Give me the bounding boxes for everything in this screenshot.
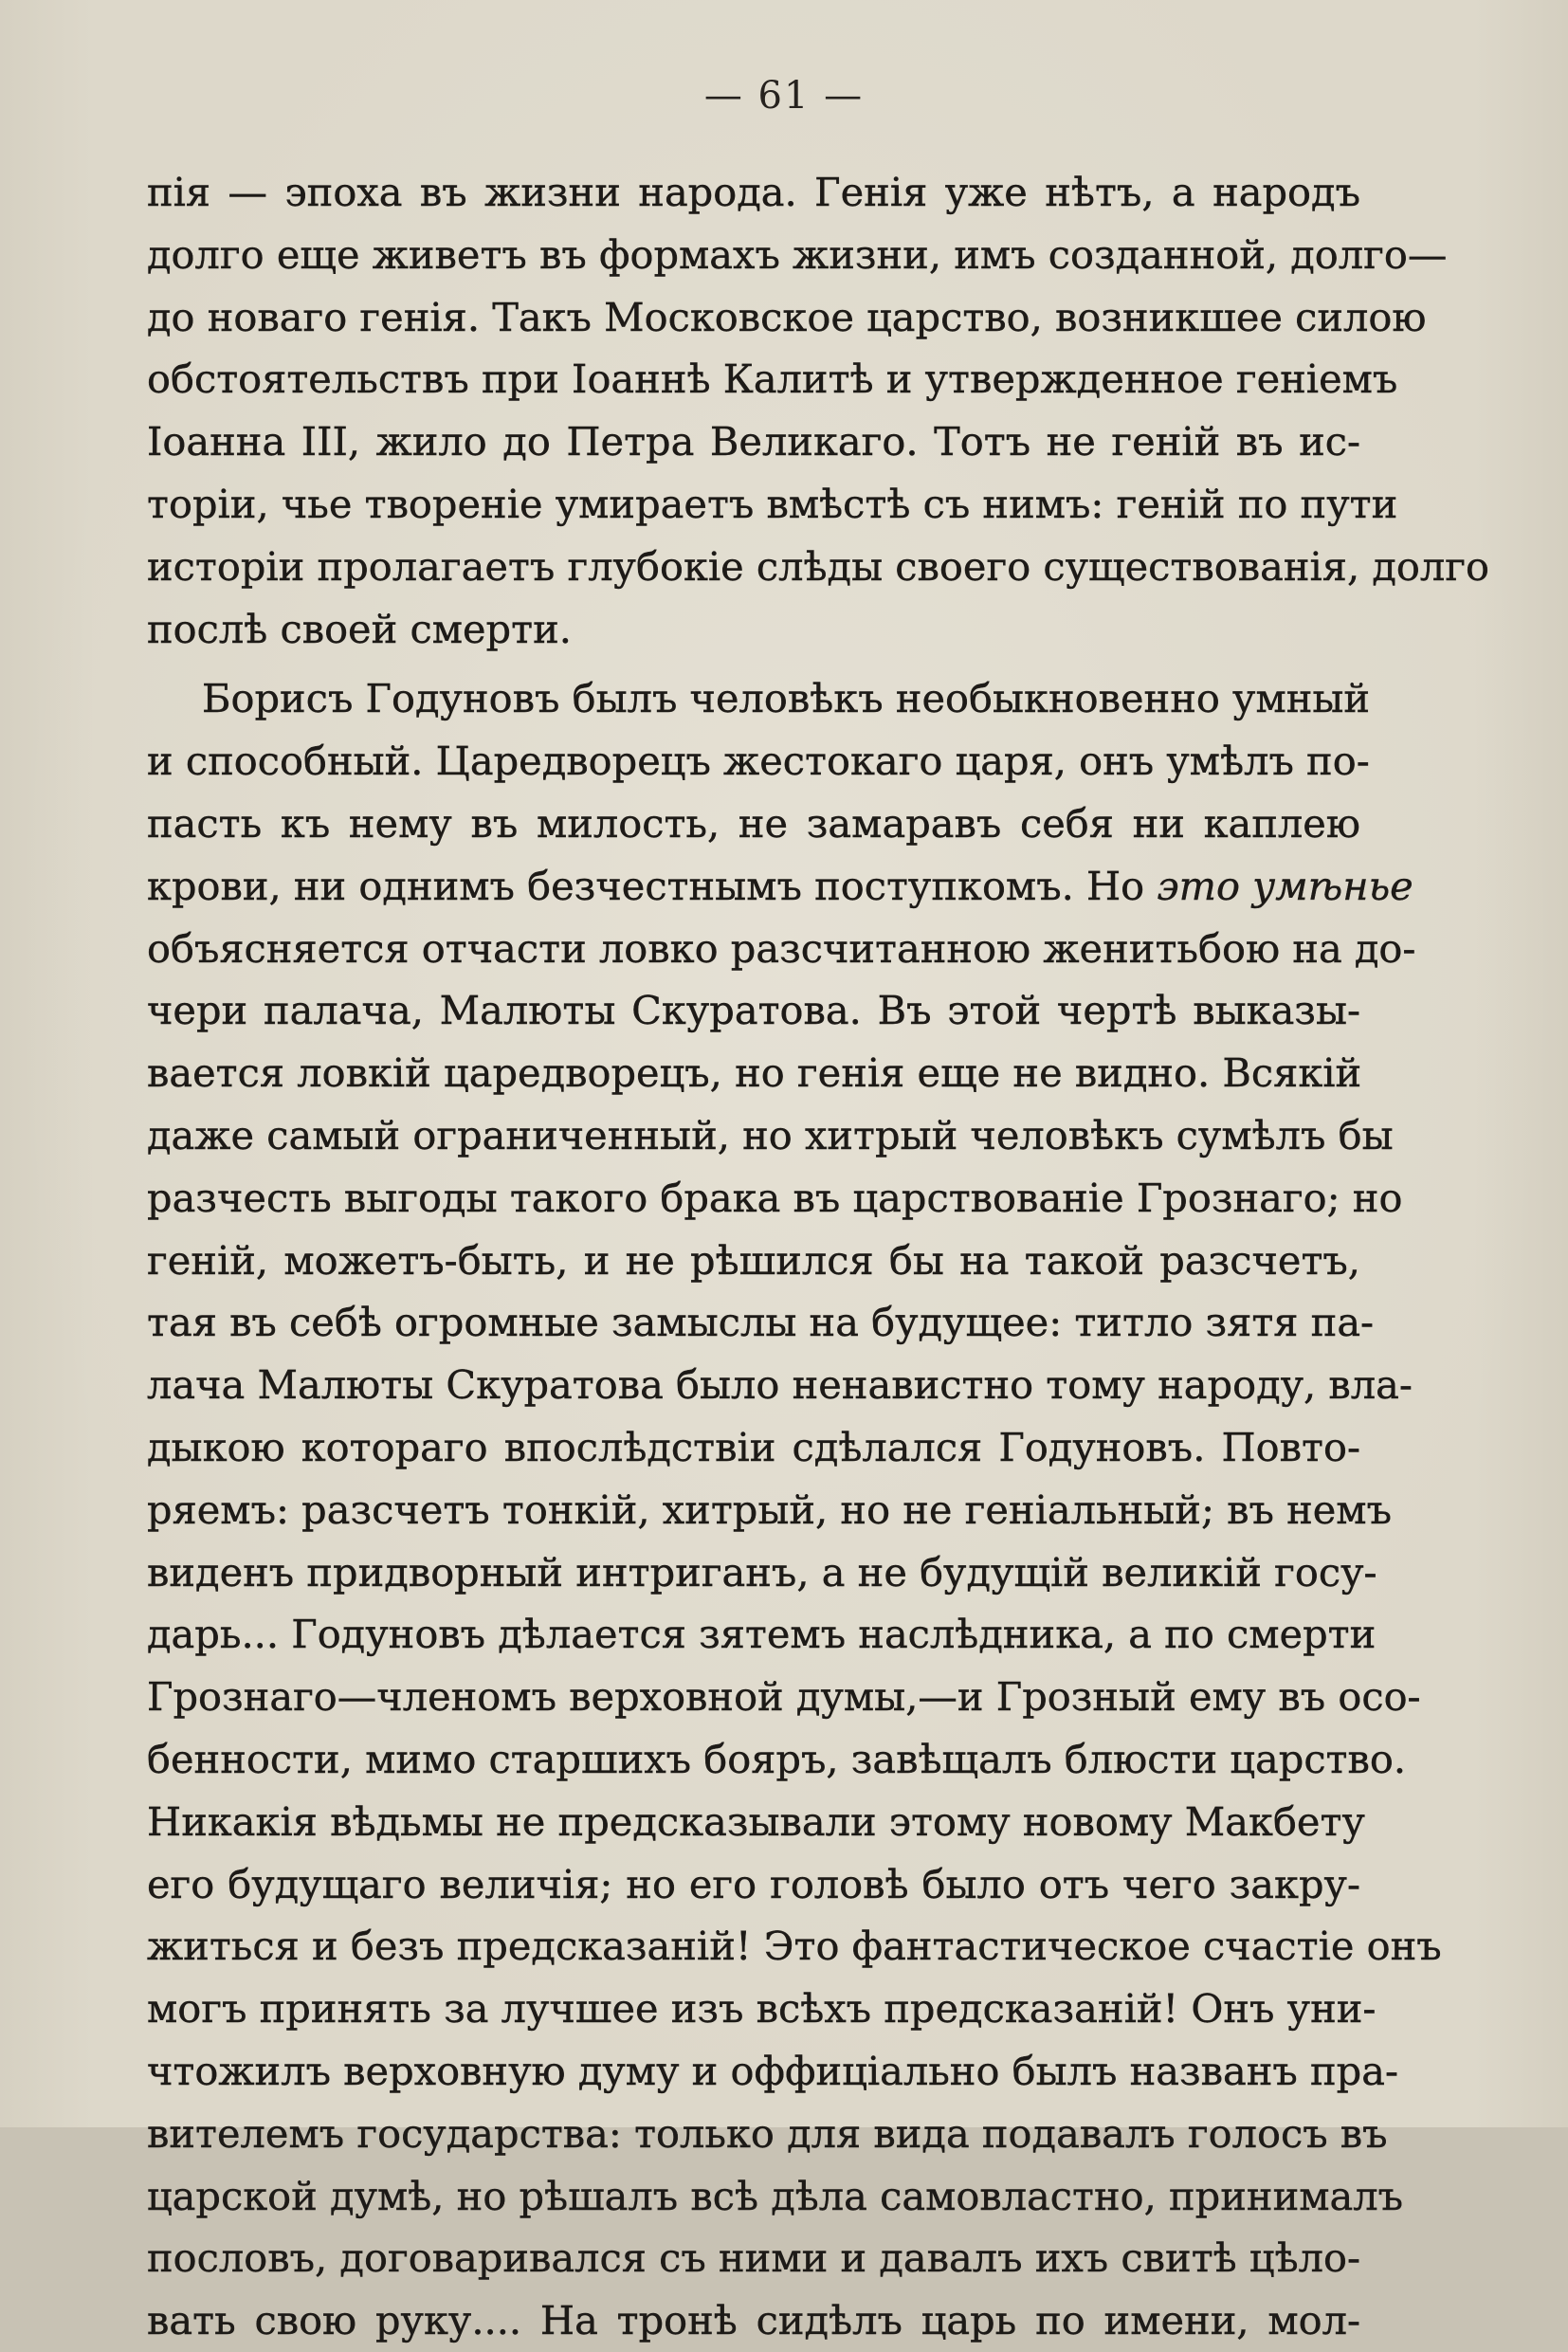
text-line: житься и безъ предсказаній! Это фантастическое счастіе онъ [147,1923,1442,1970]
body-text [147,161,1489,2352]
text-fragment: крови, ни однимъ безчестнымъ поступкомъ. Но [147,862,1145,909]
text-line: царской думѣ, но рѣшалъ всѣ дѣла самовластно, принималъ [147,2172,1404,2219]
text-line: Іоанна III, жило до Петра Великаго. Тотъ не геній въ ис- [147,418,1360,465]
text-line: тая въ себѣ огромные замыслы на будущее: титло зятя па- [147,1299,1375,1346]
text-line: могъ принять за лучшее изъ всѣхъ предсказаній! Онъ уни- [147,1985,1377,2033]
paragraph-spacer [147,660,1360,667]
text-line: Борисъ Годуновъ былъ человѣкъ необыкновенно умный [202,675,1371,722]
text-line: его будущаго величія; но его головѣ было отъ чего закру- [147,1860,1360,1907]
text-line: пія — эпоха въ жизни народа. Генія уже нѣтъ, а народъ [147,169,1360,215]
text-line: обстоятельствъ при Іоаннѣ Калитѣ и утвержденное геніемъ [147,356,1398,403]
text-line: и способный. Царедворецъ жестокаго царя, онъ умѣлъ по- [147,738,1370,785]
text-line: ряемъ: разсчетъ тонкій, хитрый, но не геніальный; въ немъ [147,1486,1392,1533]
text-line: бенности, мимо старшихъ бояръ, завѣщалъ блюсти царство. [147,1735,1407,1782]
text-line: до новаго генія. Такъ Московское царство, возникшее силою [147,293,1427,340]
text-line: вителемъ государства: только для вида подавалъ голосъ въ [147,2109,1388,2157]
text-line: послѣ своей смерти. [147,605,572,652]
paragraph-2 [147,667,1442,2352]
text-line: торіи, чье твореніе умираетъ вмѣстѣ съ нимъ: геній по пути [147,480,1398,527]
text-line: виденъ придворный интриганъ, а не будущій великій госу- [147,1548,1377,1595]
page-number: — 61 — [703,74,865,118]
text-line: пословъ, договаривался съ ними и давалъ ихъ свитѣ цѣло- [147,2234,1360,2282]
text-line: чтожилъ верховную думу и оффиціально былъ названъ пра- [147,2047,1398,2094]
text-line: исторіи пролагаетъ глубокіе слѣды своего существованія, долго [147,542,1489,590]
text-line-with-italic [147,855,1413,918]
text-line: Никакія вѣдьмы не предсказывали этому новому Макбету [147,1797,1365,1845]
text-line: лача Малюты Скуратова было ненавистно тому народу, вла- [147,1361,1413,1409]
italic-emphasis: это умѣнье [1157,862,1413,909]
text-line: Грознаго—членомъ верховной думы,—и Грозный ему въ осо- [147,1673,1421,1721]
text-line: пасть къ нему въ милость, не замаравъ себя ни каплею [147,799,1360,847]
text-line: разчесть выгоды такого брака въ царствованіе Грознаго; но [147,1174,1403,1221]
text-line: долго еще живетъ въ формахъ жизни, имъ созданной, долго— [147,230,1448,278]
text-line: чери палача, Малюты Скуратова. Въ этой чертѣ выказы- [147,987,1360,1034]
text-line: геній, можетъ-быть, и не рѣшился бы на такой разсчетъ, [147,1236,1360,1284]
text-line: даже самый ограниченный, но хитрый человѣкъ сумѣлъ бы [147,1111,1394,1158]
text-line: вать свою руку.... На тронѣ сидѣлъ царь по имени, мол- [147,2297,1360,2344]
text-line: объясняется отчасти ловко разсчитанною женитьбою на до- [147,924,1416,972]
text-line: вается ловкій царедворецъ, но генія еще не видно. Всякій [147,1049,1362,1097]
text-line: дыкою котораго впослѣдствіи сдѣлался Годуновъ. Повто- [147,1423,1360,1470]
paragraph-1 [147,161,1489,660]
text-line: дарь... Годуновъ дѣлается зятемъ наслѣдника, а по смерти [147,1611,1377,1658]
